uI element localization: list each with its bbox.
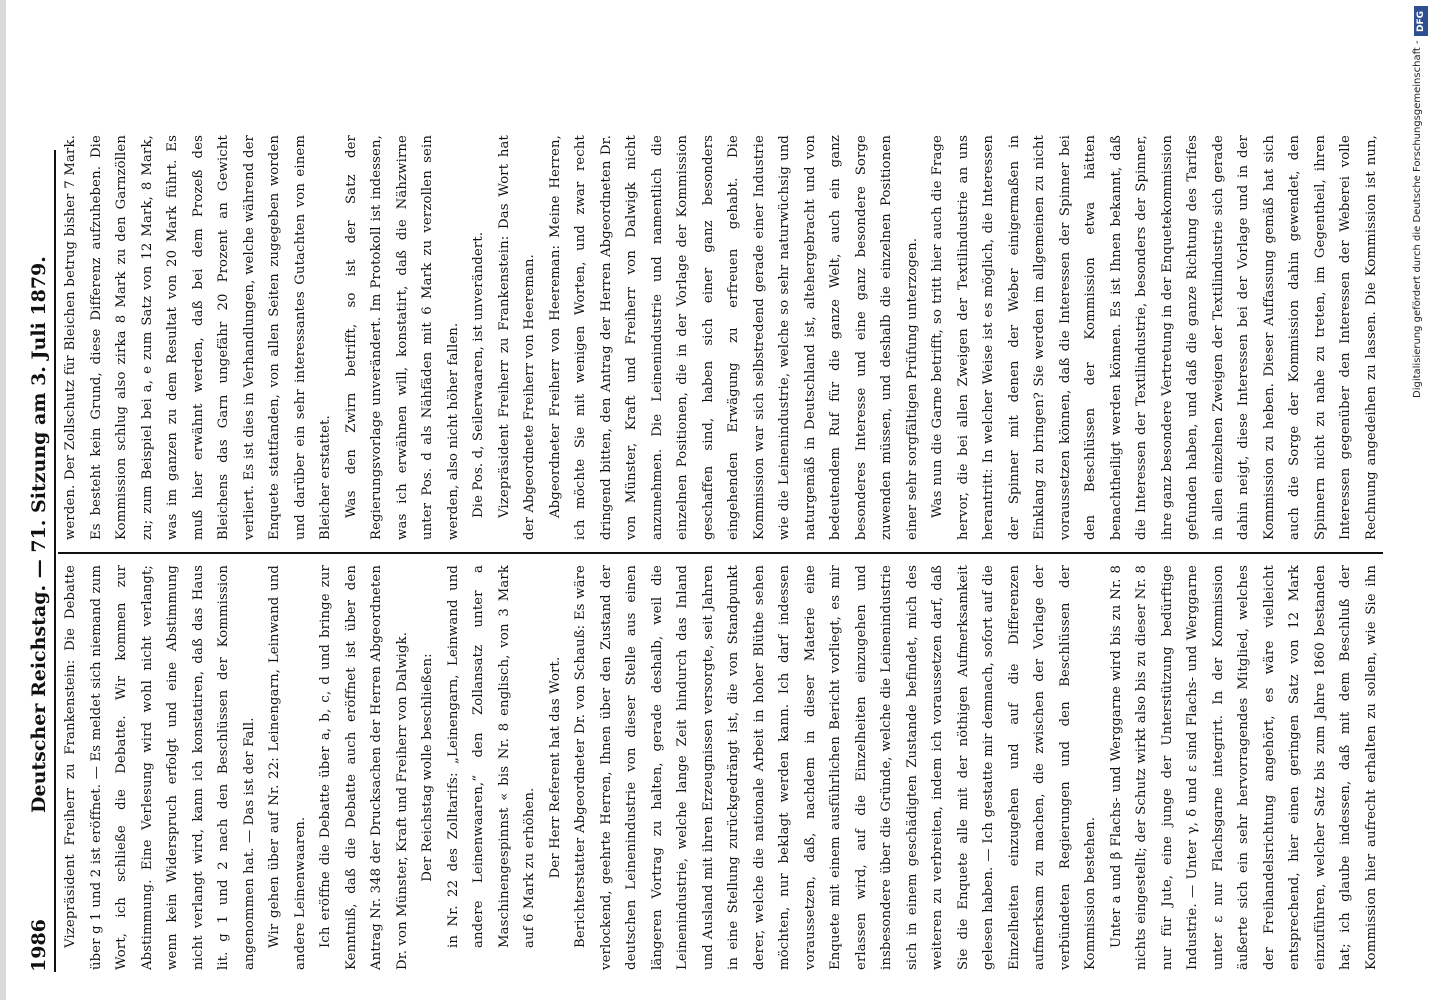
page-header xyxy=(10,150,56,972)
paragraph: Vizepräsident Freiherr zu Frankenstein: Die Debatte über g 1 und 2 ist eröffnet. — Es meldet sich niemand zum Wort, ich schließe die Debatte. Wir kommen zur Abstimmung. Eine Verlesung wird wohl nicht verlangt; wenn kein Widerspruch erfolgt und eine Abstimmung nicht verlangt wird, kann ich konstatiren, daß das Haus lit. g 1 und 2 nach den Beschlüssen der Kommission angenommen hat. — Das ist der Fall. xyxy=(63,565,257,970)
paragraph: Die Pos. d, Seilerwaaren, ist unverändert. xyxy=(471,231,486,518)
paragraph: Unter a und β Flachs- und Werggarne wird bis zu Nr. 8 nichts eingestellt; der Schutz wirkt also bis zu dieser Nr. 8 nur für Jute, eine junge der Unterstützung bedürftige Industrie. — Unter γ, δ und ε sind Flachs- und Werggarne unter ε nur Flachsgarne integrirt. In der Kommission äußerte sich ein sehr hervorragendes Mitglied, welches der Freihandelsrichtung angehört, es wäre vielleicht entsprechend, hier einen geringen Satz von 12 Mark einzuführen, welcher Satz bis zum Jahre 1860 bestanden hat; ich glaube indessen, daß mit dem Beschluß der Kommission hier aufrecht erhalten zu sollen, wie Sie ihn xyxy=(1108,565,1379,970)
paragraph: Abgeordneter Freiherr von Heereman: Meine Herren, ich möchte Sie mit wenigen Worten, und zwar recht dringend bitten, den Antrag der Herren Abgeordneten Dr. von Münster, Kraft und Freiherr von Dalwigk nicht anzunehmen. Die Leinenindustrie und namentlich die einzelnen Positionen, die in der Vorlage der Kommission geschaffen sind, haben sich einer ganz besonders eingehenden Erwägung zu erfreuen gehabt. Die Kommission war sich selbstredend gerade einer Industrie wie die Leinenindustrie, welche so sehr naturwüchsig und naturgemäß in Deutschland ist, altehergebracht und von bedeutendem Ruf für die ganze Welt, auch ein ganz besonderes Interesse und eine ganz besondere Sorge zuwenden müssen, und deshalb die einzelnen Positionen einer sehr sorgfältigen Prüfung unterzogen. xyxy=(547,135,920,540)
text-column-right xyxy=(58,135,1383,540)
paragraph: Berichterstatter Abgeordneter Dr. von Schauß: Es wäre verlockend, geehrte Herren, Ihnen über den Zustand der deutschen Leinenindustrie von dieser Stelle aus einen längeren Vortrag zu halten, gerade deshalb, weil die Leinenindustrie, welche lange Zeit hindurch das Inland und Ausland mit ihren Erzeugnissen versorgte, seit Jahren in eine Stellung zurückgedrängt ist, die von Standpunkt derer, welche die nationale Arbeit in hoher Blüthe sehen möchten, nur beklagt werden kann. Ich darf indessen voraussetzen, daß, nachdem in dieser Materie eine Enquete mit einem ausführlichen Bericht vorliegt, es mir erlassen wird, auf die Einzelheiten einzugehen und insbesondere über die Gründe, welche die Leinenindustrie sich in einem geschädigten Zustande befindet, mich des weiteren zu verbreiten, indem ich voraussetzen darf, daß Sie die Enquete alle mit der nöthigen Aufmerksamkeit gelesen haben. — Ich gestatte mir demnach, sofort auf die Einzelheiten einzugehen und auf die Differenzen aufmerksam zu machen, die zwischen der Vorlage der verbündeten Regierungen und den Beschlüssen der Kommission bestehen. xyxy=(573,565,1098,970)
digitization-credit-text: Digitalisierung gefördert durch die Deutsche Forschungsgemeinschaft - xyxy=(1412,40,1423,398)
dfg-logo: DFG xyxy=(1414,6,1428,36)
digitization-credit-strip xyxy=(1392,0,1432,1000)
paragraph: Vizepräsident Freiherr zu Frankenstein: Das Wort hat der Abgeordnete Freiherr von Heereman. xyxy=(496,135,537,540)
text-column-left xyxy=(58,565,1383,970)
paragraph: Was nun die Garne betrifft, so tritt hier auch die Frage hervor, die bei allen Zweigen der Textilindustrie an uns herantritt: In welcher Weise ist es möglich, die Interessen der Spinner mit denen der Weber einigermaßen in Einklang zu bringen? Sie werden im allgemeinen zu nicht voraussetzen können, daß die Interessen der Spinner bei den Beschlüssen der Kommission etwa hätten benachtheiligt werden können. Es ist Ihnen bekannt, daß die Interessen der Textilindustrie, besonders der Spinner, ihre ganz besondere Vertretung in der Enquetekommission gefunden haben, und daß die ganze Richtung des Tarifes in allen einzelnen Zweigen der Textilindustrie sich gerade dahin neigt, diese Interessen bei der Vorlage und in der Kommission zu heben. Dieser Auffassung gemäß hat sich auch die Sorge der Kommission dahin gewendet, den Spinnern nicht zu nahe zu treten, im Gegentheil, ihren Interessen gegenüber den Interessen der Weberei volle Rechnung angedeihen zu lassen. Die Kommission ist nun, xyxy=(930,135,1379,540)
paragraph: Was den Zwirn betrifft, so ist der Satz der Regierungsvorlage unverändert. Im Protokoll ist indessen, was ich erwähnen will, konstatirt, daß die Nähzwirne unter Pos. d als Nähfäden mit 6 Mark zu verzollen sein werden, also nicht höher fallen. xyxy=(343,135,461,540)
paragraph: werden. Der Zollschutz für Bleichen betrug bisher 7 Mark. Es besteht kein Grund, diese Differenz aufzuheben. Die Kommission schlug also zirka 8 Mark zu den Garnzöllen zu; zum Beispiel bei a, e zum Satz von 12 Mark, 8 Mark, was im ganzen zu dem Resultat von 20 Mark führt. Es muß hier erwähnt werden, daß bei dem Prozeß des Bleichens das Garn ungefähr 20 Prozent an Gewicht verliert. Es ist dies in Verhandlungen, welche während der Enquete stattfanden, von allen Seiten zugegeben worden und darüber ein sehr interessantes Gutachten von einem Bleicher erstattet. xyxy=(63,135,333,540)
paragraph: in Nr. 22 des Zolltarifs: „Leinengarn, Leinwand und andere Leinenwaaren,“ den Zollansatz unter a Maschinengespinnst « bis Nr. 8 englisch, von 3 Mark auf 6 Mark zu erhöhen. xyxy=(445,565,537,948)
column-divider xyxy=(58,552,1383,554)
paragraph: Der Herr Referent hat das Wort. xyxy=(547,656,563,879)
paragraph: Ich eröffne die Debatte über a, b, c, d und bringe zur Kenntniß, daß die Debatte auch eröffnet ist über den Antrag Nr. 348 der Drucksachen der Herren Abgeordneten Dr. von Münster, Kraft und Freiherr von Dalwigk. xyxy=(318,565,410,970)
paragraph: Wir gehen über auf Nr. 22: Leinengarn, Leinwand und andere Leinenwaaren. xyxy=(267,565,308,970)
paragraph: Der Reichstag wolle beschließen: xyxy=(420,653,435,882)
page-number: 1986 xyxy=(28,919,50,972)
running-title: Deutscher Reichstag. — 71. Sitzung am 3. Juli 1879. xyxy=(28,256,50,813)
